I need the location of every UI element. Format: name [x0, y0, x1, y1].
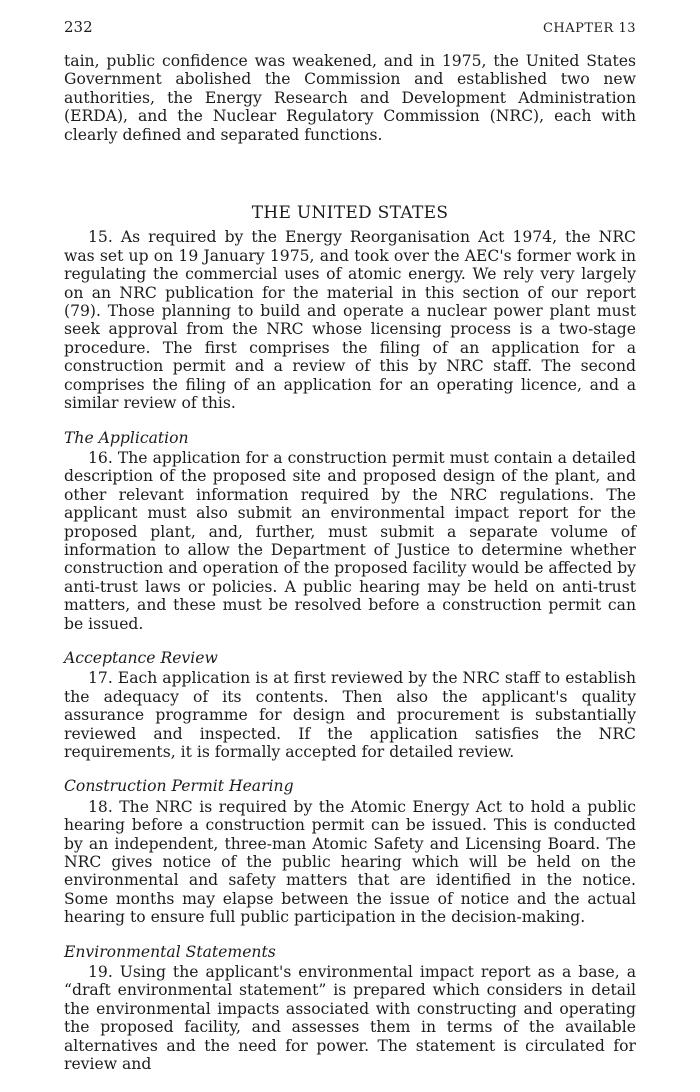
chapter-label: CHAPTER 13	[542, 21, 636, 36]
subheading-application: The Application	[64, 428, 189, 447]
paragraph-17: 17. Each application is at first reviewed by the NRC staff to establish the adequacy of its contents. Then also the applicant's quality assurance programme for design and procurement is substantially reviewed and inspected. If the application satisfies the NRC requirements, it is formally accepted for detailed review.	[64, 669, 636, 761]
paragraph-16: 16. The application for a construction permit must contain a detailed description of the proposed site and proposed design of the plant, and other relevant information required by the NRC regulations. The applicant must also submit an environmental impact report for the proposed plant, and, further, must submit a separate volume of information to allow the Department of Justice to determine whether construction and operation of the proposed facility would be affected by anti-trust laws or policies. A public hearing may be held on anti-trust matters, and these must be resolved before a construction permit can be issued.	[64, 448, 636, 633]
page-number: 232	[64, 18, 93, 36]
running-head	[64, 18, 636, 48]
subheading-acceptance-review: Acceptance Review	[64, 648, 218, 667]
document-page	[64, 18, 636, 1074]
continuation-paragraph: tain, public confidence was weakened, and in 1975, the United States Government abolished the Commission and established two new authorities, the Energy Research and Development Administration (ERDA), and the Nuclear Regulatory Commission (NRC), each with clearly defined and separated functions.	[64, 52, 636, 144]
paragraph-15: 15. As required by the Energy Reorganisation Act 1974, the NRC was set up on 19 January 1975, and took over the AEC's former work in regulating the commercial uses of atomic energy. We rely very largely on an NRC publication for the material in this section of our report (79). Those planning to build and operate a nuclear power plant must seek approval from the NRC whose licensing process is a two-stage procedure. The first comprises the filing of an application for a construction permit and a review of this by NRC staff. The second comprises the filing of an application for an operating licence, and a similar review of this.	[64, 228, 636, 413]
paragraph-19: 19. Using the applicant's environmental impact report as a base, a “draft environmental statement” is prepared which considers in detail the environmental impacts associated with constructing and operating the proposed facility, and assesses them in terms of the available alternatives and the need for power. The statement is circulated for review and	[64, 963, 636, 1074]
paragraph-18: 18. The NRC is required by the Atomic Energy Act to hold a public hearing before a construction permit can be issued. This is conducted by an independent, three-man Atomic Safety and Licensing Board. The NRC gives notice of the public hearing which will be held on the environmental and safety matters that are identified in the notice. Some months may elapse between the issue of notice and the actual hearing to ensure full public participation in the decision-making.	[64, 797, 636, 927]
subheading-construction-permit-hearing: Construction Permit Hearing	[64, 777, 294, 796]
section-title: THE UNITED STATES	[251, 203, 449, 224]
subheading-environmental-statements: Environmental Statements	[64, 942, 276, 961]
